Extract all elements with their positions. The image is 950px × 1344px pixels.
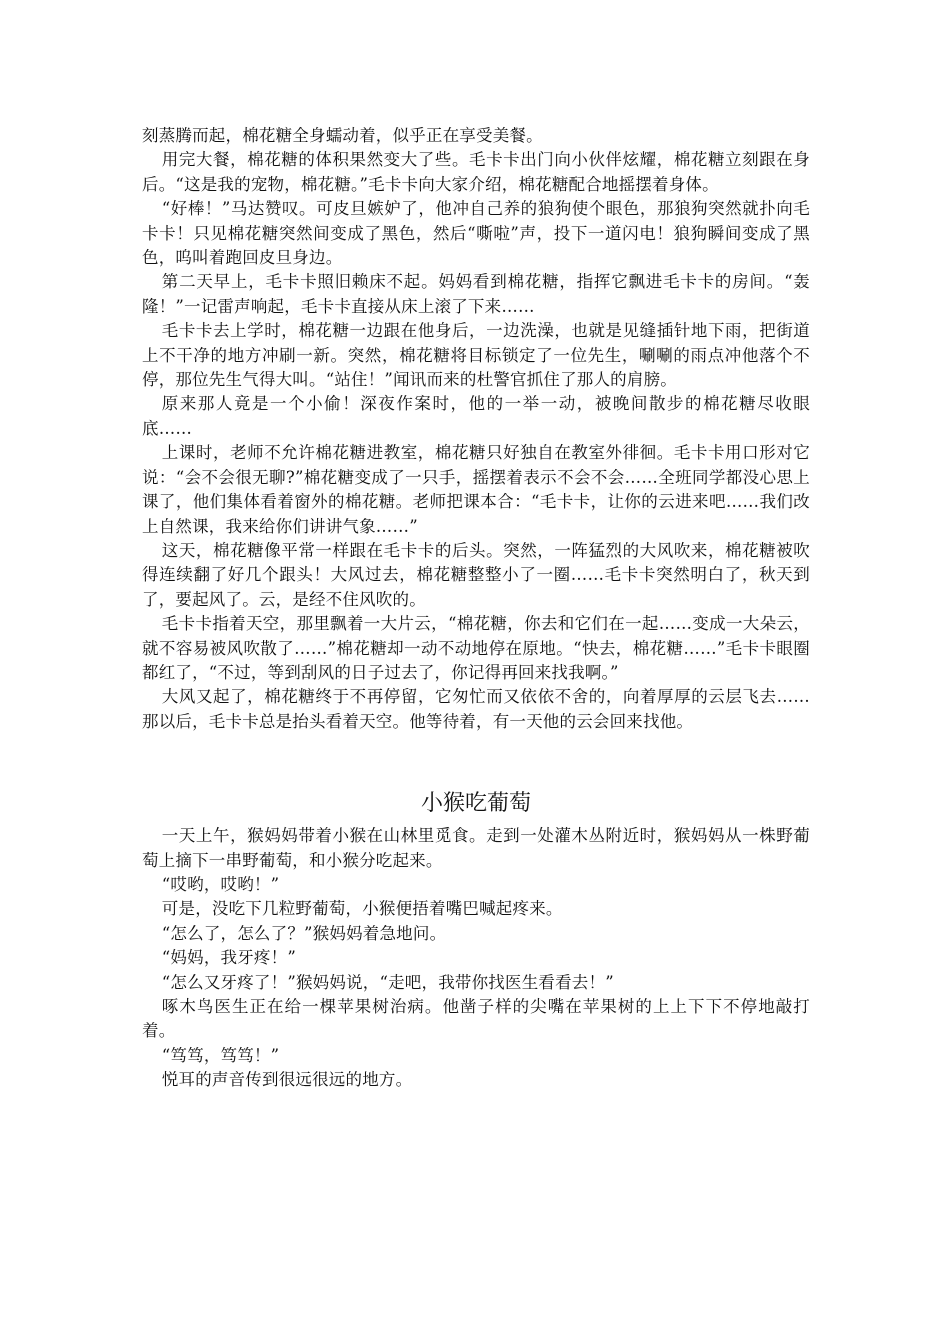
document-page [142, 124, 810, 1093]
story-2-paragraph: “妈妈，我牙疼！” [161, 948, 296, 968]
story-1-paragraph: 毛卡卡去上学时，棉花糖一边跟在他身后，一边洗澡，也就是见缝插针地下雨，把街道上不干净的地方冲刷一新。突然，棉花糖将目标锁定了一位先生，唰唰的雨点冲他落个不停，那位先生气得大叫。“站住！”闻讯而来的杜警官抓住了那人的肩膀。 [142, 321, 810, 390]
story-1-paragraph: 刻蒸腾而起，棉花糖全身蠕动着，似乎正在享受美餐。 [142, 126, 543, 145]
story-2-paragraph: “哎哟，哎哟！” [161, 874, 280, 894]
story-2-paragraph: 一天上午，猴妈妈带着小猴在山林里觅食。走到一处灌木丛附近时，猴妈妈从一株野葡萄上摘下一串野葡萄，和小猴分吃起来。 [142, 826, 810, 870]
story-1-paragraph: 用完大餐，棉花糖的体积果然变大了些。毛卡卡出门向小伙伴炫耀，棉花糖立刻跟在身后。“这是我的宠物，棉花糖。”毛卡卡向大家介绍，棉花糖配合地摇摆着身体。 [142, 150, 810, 194]
story-1-paragraph: 上课时，老师不允许棉花糖进教室，棉花糖只好独自在教室外徘徊。毛卡卡用口形对它说：“会不会很无聊?”棉花糖变成了一只手，摇摆着表示不会不会……全班同学都没心思上课了，他们集体看着窗外的棉花糖。老师把课本合：“毛卡卡，让你的云进来吧……我们改上自然课，我来给你们讲讲气象……” [142, 443, 810, 536]
story-2-paragraph: 可是，没吃下几粒野葡萄，小猴便捂着嘴巴喊起疼来。 [161, 899, 563, 919]
story-2-paragraph: 悦耳的声音传到很远很远的地方。 [161, 1070, 413, 1090]
story-2-paragraph: “笃笃，笃笃！” [161, 1045, 280, 1065]
story-1-paragraph: 毛卡卡指着天空，那里飘着一大片云，“棉花糖，你去和它们在一起……变成一大朵云，就不容易被风吹散了……”棉花糖却一动不动地停在原地。“快去，棉花糖……”毛卡卡眼圈都红了，“不过，等到刮风的日子过去了，你记得再回来找我啊。” [142, 614, 810, 682]
story-1-paragraph: 这天，棉花糖像平常一样跟在毛卡卡的后头。突然，一阵猛烈的大风吹来，棉花糖被吹得连续翻了好几个跟头！大风过去，棉花糖整整小了一圈……毛卡卡突然明白了，秋天到了，要起风了。云，是经不住风吹的。 [142, 540, 810, 609]
story-1-paragraph: 第二天早上，毛卡卡照旧赖床不起。妈妈看到棉花糖，指挥它飘进毛卡卡的房间。“轰隆！”一记雷声响起，毛卡卡直接从床上滚了下来…… [142, 272, 810, 316]
story-2 [142, 790, 810, 1092]
story-2-paragraph: “怎么了，怎么了？”猴妈妈着急地问。 [161, 923, 447, 943]
story-1-paragraph: 原来那人竟是一个小偷！深夜作案时，他的一举一动，被晚间散步的棉花糖尽收眼底…… [142, 394, 810, 438]
section-spacer [142, 734, 810, 790]
story-1-paragraph: 大风又起了，棉花糖终于不再停留，它匆忙而又依依不舍的，向着厚厚的云层飞去……那以后，毛卡卡总是抬头看着天空。他等待着，有一天他的云会回来找他。 [142, 687, 810, 731]
story-2-paragraph: 啄木鸟医生正在给一棵苹果树治病。他凿子样的尖嘴在苹果树的上上下下不停地敲打着。 [142, 997, 810, 1041]
story-2-paragraph: “怎么又牙疼了！”猴妈妈说，“走吧，我带你找医生看看去！” [161, 972, 614, 992]
story-1 [142, 124, 810, 734]
story-title: 小猴吃葡萄 [420, 791, 531, 817]
story-1-paragraph: “好棒！”马达赞叹。可皮旦嫉妒了，他冲自己养的狼狗使个眼色，那狼狗突然就扑向毛卡卡！只见棉花糖突然间变成了黑色，然后“嘶啦”声，投下一道闪电！狼狗瞬间变成了黑色，呜叫着跑回皮旦身边。 [142, 199, 810, 268]
